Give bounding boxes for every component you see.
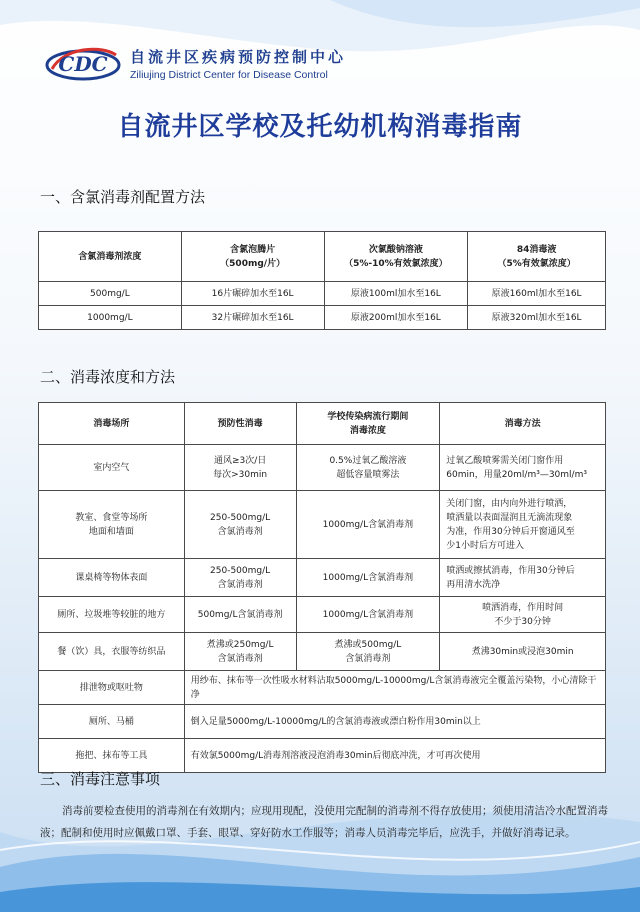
disinfection-methods-table (38, 402, 606, 773)
table-row (39, 597, 606, 633)
table-cell: 16片碾碎加水至16L (181, 282, 324, 306)
table-cell: 500mg/L含氯消毒剂 (184, 597, 296, 633)
header-cell: 含氯消毒剂浓度 (39, 232, 182, 282)
table-cell: 250-500mg/L 含氯消毒剂 (184, 491, 296, 559)
section3-heading: 三、消毒注意事项 (40, 770, 161, 788)
cdc-logo (44, 41, 122, 85)
table-row (39, 306, 606, 330)
table-cell: 原液100ml加水至16L (324, 282, 468, 306)
header-cell: 预防性消毒 (184, 403, 296, 445)
table-cell: 1000mg/L含氯消毒剂 (296, 597, 440, 633)
table-cell: 0.5%过氧乙酸溶液 超低容量喷雾法 (296, 445, 440, 491)
table-row (39, 671, 606, 705)
table-cell: 煮沸或500mg/L 含氯消毒剂 (296, 633, 440, 671)
header-cell: 84消毒液 （5%有效氯浓度） (468, 232, 606, 282)
table-cell: 喷洒消毒，作用时间 不少于30分钟 (440, 597, 606, 633)
table-cell: 室内空气 (39, 445, 185, 491)
header-cell: 含氯泡腾片 （500mg/片） (181, 232, 324, 282)
header-cell: 学校传染病流行期间 消毒浓度 (296, 403, 440, 445)
table-cell: 排泄物或呕吐物 (39, 671, 185, 705)
table-cell: 32片碾碎加水至16L (181, 306, 324, 330)
org-name-en: Ziliujing District Center for Disease Control (130, 68, 328, 81)
org-name-cn: 自流井区疾病预防控制中心 (130, 47, 347, 66)
table-cell: 1000mg/L含氯消毒剂 (296, 491, 440, 559)
header-cell: 次氯酸钠溶液 （5%-10%有效氯浓度） (324, 232, 468, 282)
table-cell: 原液160ml加水至16L (468, 282, 606, 306)
table-cell: 250-500mg/L 含氯消毒剂 (184, 559, 296, 597)
table-cell: 原液200ml加水至16L (324, 306, 468, 330)
table-cell: 关闭门窗，由内向外进行喷洒， 喷洒量以表面湿润且无滴流现象 为准，作用30分钟后开窗通风至 少1小时后方可进入 (440, 491, 606, 559)
table-cell: 厕所、垃圾堆等较脏的地方 (39, 597, 185, 633)
table-cell: 用纱布、抹布等一次性吸水材料沾取5000mg/L-10000mg/L含氯消毒液完全覆盖污染物，小心清除干净 (184, 671, 605, 705)
table-cell: 500mg/L (39, 282, 182, 306)
header (44, 38, 346, 88)
table-header-row (39, 232, 606, 282)
table-cell: 有效氯5000mg/L消毒剂溶液浸泡消毒30min后彻底冲洗，才可再次使用 (184, 739, 605, 773)
table-cell: 课桌椅等物体表面 (39, 559, 185, 597)
table-cell: 餐（饮）具，衣服等纺织品 (39, 633, 185, 671)
header-cell: 消毒场所 (39, 403, 185, 445)
org-name (130, 46, 346, 81)
table-row (39, 491, 606, 559)
table-cell: 喷洒或擦拭消毒，作用30分钟后 再用清水洗净 (440, 559, 606, 597)
table-cell: 厕所、马桶 (39, 705, 185, 739)
section1-heading: 一、含氯消毒剂配置方法 (40, 188, 206, 206)
page-title: 自流井区学校及托幼机构消毒指南 (117, 112, 523, 142)
table-cell: 1000mg/L (39, 306, 182, 330)
precautions-text: 消毒前要检查使用的消毒剂在有效期内；应现用现配，没使用完配制的消毒剂不得存放使用；须使用清洁冷水配置消毒液；配制和使用时应佩戴口罩、手套、眼罩、穿好防水工作服等；消毒人员消毒完毕后，应洗手，并做好消毒记录。 (40, 805, 608, 839)
table-cell: 原液320ml加水至16L (468, 306, 606, 330)
table-row (39, 282, 606, 306)
table-cell: 过氧乙酸喷雾需关闭门窗作用 60min，用量20ml/m³—30ml/m³ (440, 445, 606, 491)
table-cell: 教室、食堂等场所 地面和墙面 (39, 491, 185, 559)
table-cell: 煮沸30min或浸泡30min (440, 633, 606, 671)
section2-heading: 二、消毒浓度和方法 (40, 368, 176, 386)
table-header-row (39, 403, 606, 445)
table-row (39, 633, 606, 671)
table-row (39, 559, 606, 597)
chlorine-config-table (38, 231, 606, 330)
table-cell: 拖把、抹布等工具 (39, 739, 185, 773)
table-cell: 倒入足量5000mg/L-10000mg/L的含氯消毒液或漂白粉作用30min以上 (184, 705, 605, 739)
logo-text: CDC (58, 52, 108, 76)
header-cell: 消毒方法 (440, 403, 606, 445)
table-cell: 通风≥3次/日 每次>30min (184, 445, 296, 491)
table-row (39, 445, 606, 491)
table-cell: 1000mg/L含氯消毒剂 (296, 559, 440, 597)
table-row (39, 705, 606, 739)
table-cell: 煮沸或250mg/L 含氯消毒剂 (184, 633, 296, 671)
